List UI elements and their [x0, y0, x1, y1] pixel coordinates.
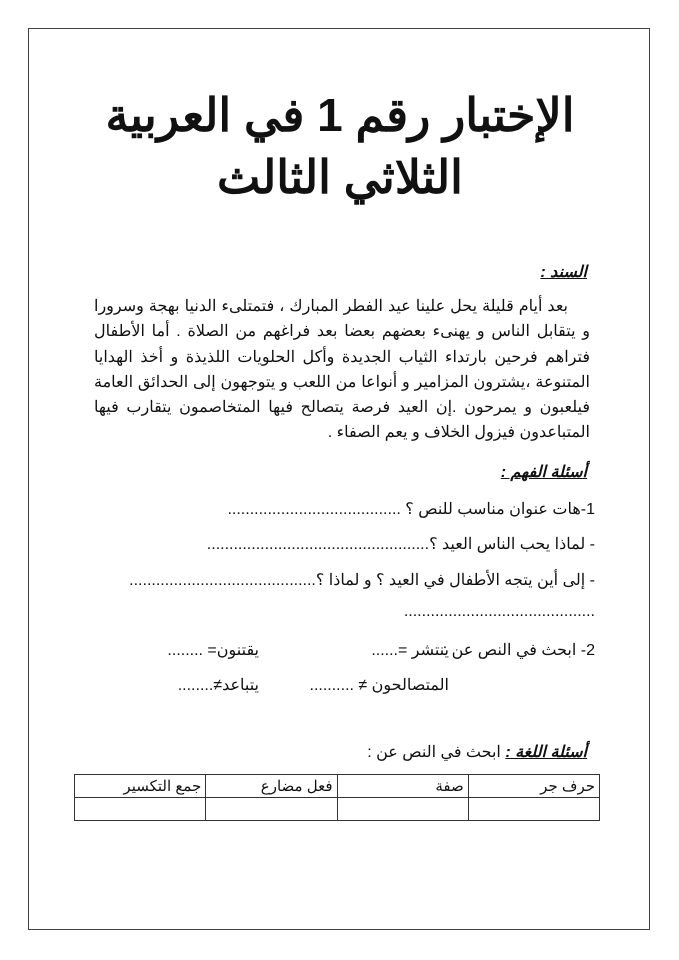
question-3: - إلى أين يتجه الأطفال في العيد ؟ و لماذا ؟..........................................	[129, 572, 595, 589]
answer-cell	[468, 798, 599, 821]
synonym-item-1: ينتشر =......	[371, 642, 449, 659]
answer-cell	[337, 798, 468, 821]
question-1: 1-هات عنوان مناسب للنص ؟ .......................................	[227, 501, 595, 518]
exam-term: الثلاثي الثالث	[217, 151, 463, 203]
passage-text: بعد أيام قليلة يحل علينا عيد الفطر المبارك ، فتمتلىء الدنيا بهجة وسرورا و يتقابل الناس و يهنىء بعضهم بعضا بعد فراغهم من الصلاة . أما الأطفال فتراهم فرحين بارتداء الثياب الجديدة وأكل الحلويات اللذيذة و أخذ الهدايا المتنوعة ،يشترون المزامير و أنواعا من اللعب و يتوجهون إلى الحدائق العامة فيلعبون و يمرحون .إن العيد فرصة يتصالح فيها المتخاصمون يتقارب فيها المتباعدون فيزول الخلاف و يعم الصفاء .	[94, 298, 590, 442]
exam-title: الإختبار رقم 1 في العربية	[105, 89, 575, 141]
question-3-answer-line: ...........................................	[403, 603, 595, 620]
language-heading: أسئلة اللغة :	[505, 744, 587, 761]
comprehension-heading: أسئلة الفهم :	[500, 464, 587, 481]
answer-cell	[206, 798, 337, 821]
column-adjective: صفة	[337, 775, 468, 798]
table-header-row	[75, 775, 600, 798]
answer-cell	[75, 798, 206, 821]
language-table	[74, 774, 600, 821]
question-4-label: 2- ابحث في النص عن :	[442, 642, 595, 659]
column-preposition: حرف جر	[468, 775, 599, 798]
language-section	[367, 742, 587, 762]
text-heading: السند :	[540, 264, 587, 281]
synonym-item-2: يقتنون= ........	[167, 642, 259, 659]
column-broken-plural: جمع التكسير	[75, 775, 206, 798]
language-instruction: ابحث في النص عن :	[367, 744, 501, 761]
antonym-item-2: يتباعد≠........	[177, 677, 259, 694]
question-2: - لماذا يحب الناس العيد ؟..................................................	[206, 536, 595, 553]
table-answer-row	[75, 798, 600, 821]
reading-passage	[94, 294, 590, 446]
antonym-item-1: المتصالحون ≠ ..........	[309, 677, 449, 694]
column-present-verb: فعل مضارع	[206, 775, 337, 798]
